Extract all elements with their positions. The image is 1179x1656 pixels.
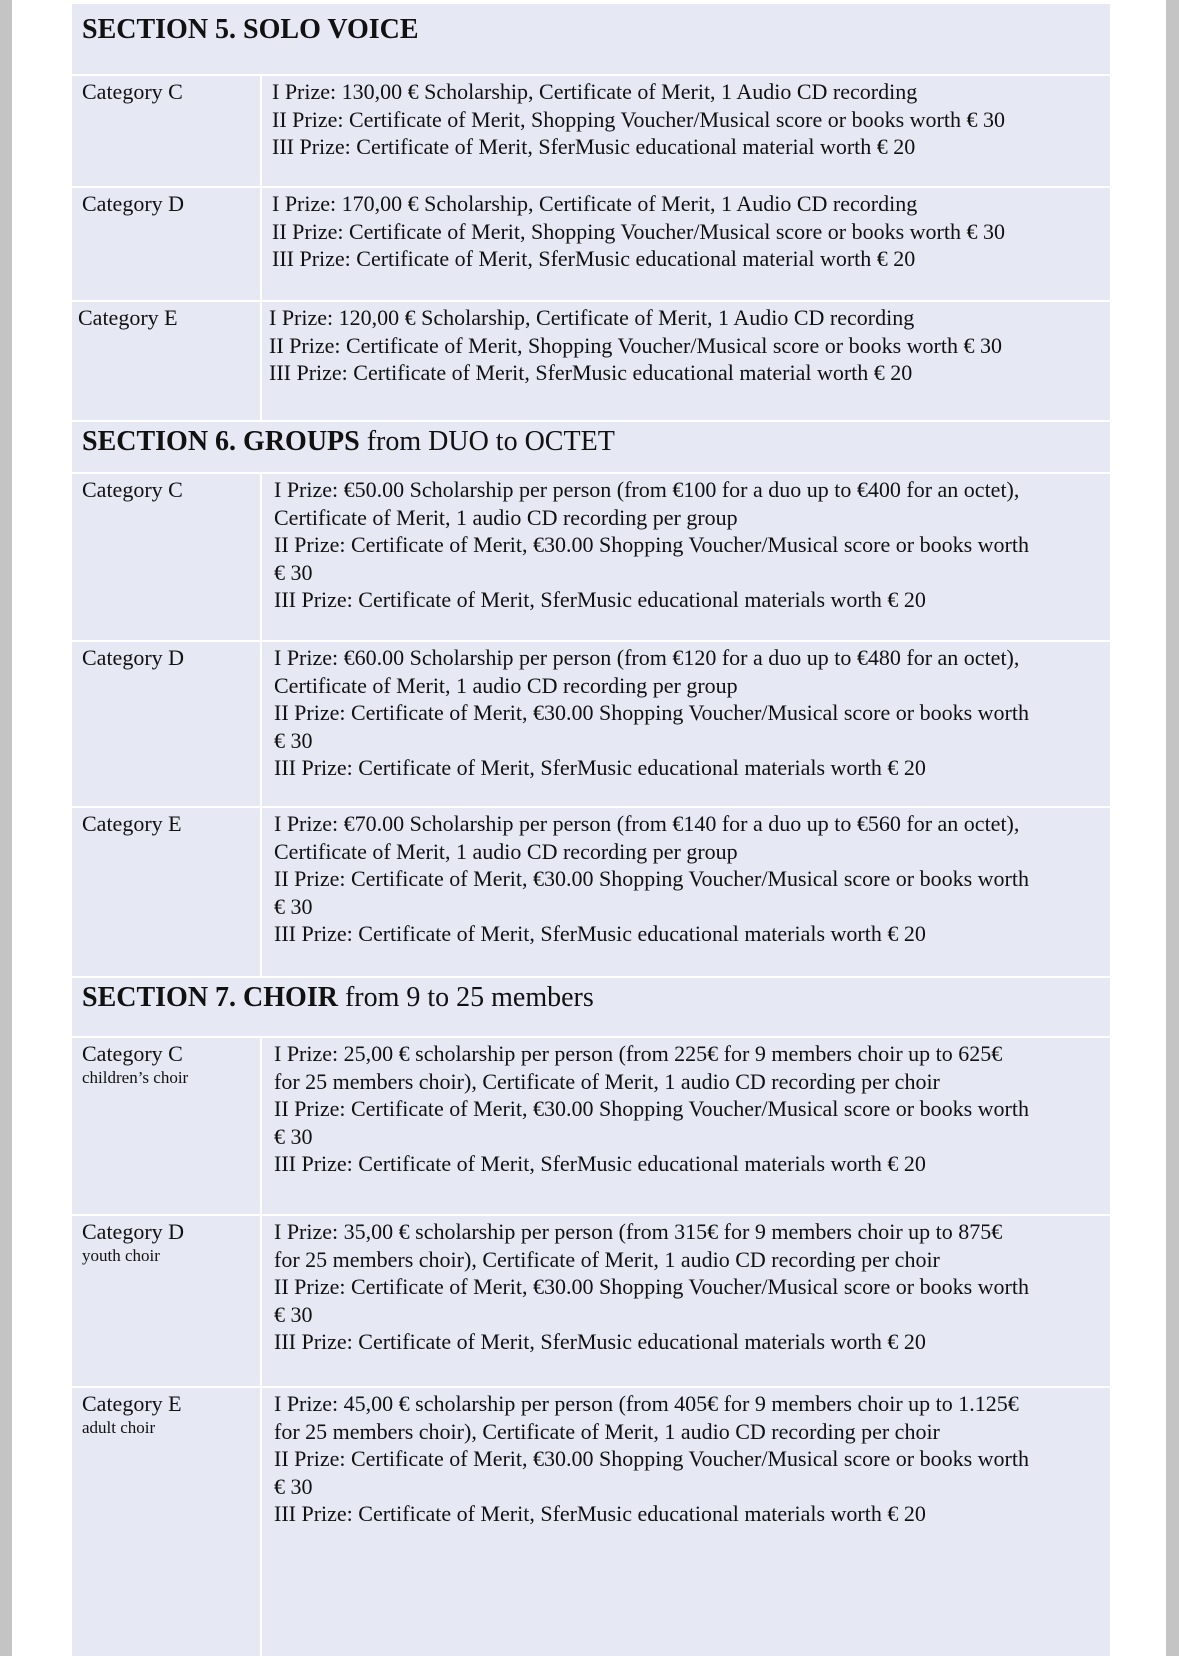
prize-list (274, 476, 1100, 614)
prize-line: II Prize: Certificate of Merit, Shopping Voucher/Musical score or books worth € 30 (272, 218, 1005, 244)
section-title: SECTION 5. SOLO VOICE (82, 14, 419, 45)
prize-list (274, 1040, 1100, 1178)
section-subtitle: from DUO to OCTET (359, 426, 615, 457)
prize-line: I Prize: €60.00 Scholarship per person (from €120 for a duo up to €480 for an octet), (274, 645, 1020, 670)
prize-line: I Prize: €70.00 Scholarship per person (from €140 for a duo up to €560 for an octet), (274, 811, 1020, 836)
prize-line: for 25 members choir), Certificate of Merit, 1 audio CD recording per choir (274, 1418, 940, 1444)
prize-line: € 30 (274, 1301, 313, 1327)
prize-line: Certificate of Merit, 1 audio CD recording per group (274, 504, 738, 530)
prize-list (274, 1390, 1100, 1528)
prize-line: II Prize: Certificate of Merit, €30.00 Shopping Voucher/Musical score or books worth (274, 532, 1029, 558)
prize-line: € 30 (274, 1473, 313, 1499)
prize-line: II Prize: Certificate of Merit, €30.00 Shopping Voucher/Musical score or books worth (274, 1446, 1029, 1472)
prize-line: € 30 (274, 559, 313, 585)
category-row (72, 1388, 1110, 1656)
section-title: SECTION 6. GROUPS (82, 426, 360, 457)
prize-line: III Prize: Certificate of Merit, SferMusic educational materials worth € 20 (274, 755, 926, 781)
section-header (72, 4, 1110, 74)
prize-line: III Prize: Certificate of Merit, SferMusic educational materials worth € 20 (274, 921, 926, 947)
prize-line: III Prize: Certificate of Merit, SferMusic educational materials worth € 20 (274, 1501, 926, 1527)
category-name: Category E (82, 811, 182, 836)
prize-list (272, 190, 1100, 273)
prize-line: II Prize: Certificate of Merit, €30.00 Shopping Voucher/Musical score or books worth (274, 700, 1029, 726)
prize-list (274, 810, 1100, 948)
prize-line: for 25 members choir), Certificate of Merit, 1 audio CD recording per choir (274, 1246, 940, 1272)
prize-list (274, 644, 1100, 782)
prize-line: III Prize: Certificate of Merit, SferMusic educational material worth € 20 (272, 246, 916, 272)
category-subtitle: adult choir (82, 1418, 156, 1437)
prize-line: I Prize: 120,00 € Scholarship, Certificate of Merit, 1 Audio CD recording (269, 305, 915, 330)
section-header (72, 978, 1110, 1036)
category-subtitle: youth choir (82, 1246, 160, 1265)
section-subtitle: from 9 to 25 members (337, 982, 594, 1013)
category-row (72, 76, 1110, 186)
prize-list (274, 1218, 1100, 1356)
prize-line: II Prize: Certificate of Merit, €30.00 Shopping Voucher/Musical score or books worth (274, 1274, 1029, 1300)
category-name: Category E (82, 1391, 182, 1416)
category-row (72, 808, 1110, 976)
category-row (72, 474, 1110, 640)
category-row (72, 1216, 1110, 1386)
prize-line: € 30 (274, 893, 313, 919)
prize-line: I Prize: 25,00 € scholarship per person (from 225€ for 9 members choir up to 625€ (274, 1041, 1003, 1066)
prize-line: III Prize: Certificate of Merit, SferMusic educational materials worth € 20 (274, 1329, 926, 1355)
category-row (72, 302, 1110, 420)
prize-line: II Prize: Certificate of Merit, Shopping Voucher/Musical score or books worth € 30 (272, 106, 1005, 132)
category-name: Category D (82, 1219, 185, 1244)
category-row (72, 642, 1110, 806)
prize-line: III Prize: Certificate of Merit, SferMusic educational material worth € 20 (272, 134, 916, 160)
prize-line: II Prize: Certificate of Merit, €30.00 Shopping Voucher/Musical score or books worth (274, 866, 1029, 892)
category-name: Category C (82, 477, 183, 502)
prize-line: I Prize: 130,00 € Scholarship, Certificate of Merit, 1 Audio CD recording (272, 79, 918, 104)
category-name: Category E (78, 305, 178, 330)
category-row (72, 1038, 1110, 1214)
prize-line: € 30 (274, 727, 313, 753)
document-page (12, 0, 1166, 1656)
prize-line: € 30 (274, 1123, 313, 1149)
prize-list (269, 304, 1100, 387)
category-name: Category C (82, 79, 183, 104)
category-row (72, 188, 1110, 300)
prize-line: Certificate of Merit, 1 audio CD recording per group (274, 672, 738, 698)
prize-line: II Prize: Certificate of Merit, €30.00 Shopping Voucher/Musical score or books worth (274, 1096, 1029, 1122)
category-name: Category C (82, 1041, 183, 1066)
prize-line: II Prize: Certificate of Merit, Shopping Voucher/Musical score or books worth € 30 (269, 332, 1002, 358)
prize-line: III Prize: Certificate of Merit, SferMusic educational materials worth € 20 (274, 1151, 926, 1177)
prize-line: III Prize: Certificate of Merit, SferMusic educational material worth € 20 (269, 360, 913, 386)
category-name: Category D (82, 191, 185, 216)
prize-line: III Prize: Certificate of Merit, SferMusic educational materials worth € 20 (274, 587, 926, 613)
prize-line: for 25 members choir), Certificate of Merit, 1 audio CD recording per choir (274, 1068, 940, 1094)
category-name: Category D (82, 645, 185, 670)
section-title: SECTION 7. CHOIR (82, 982, 338, 1013)
prize-line: I Prize: €50.00 Scholarship per person (from €100 for a duo up to €400 for an octet), (274, 477, 1020, 502)
prize-line: I Prize: 170,00 € Scholarship, Certificate of Merit, 1 Audio CD recording (272, 191, 918, 216)
prize-line: Certificate of Merit, 1 audio CD recording per group (274, 838, 738, 864)
section-header (72, 422, 1110, 472)
prize-line: I Prize: 35,00 € scholarship per person (from 315€ for 9 members choir up to 875€ (274, 1219, 1003, 1244)
category-subtitle: children’s choir (82, 1068, 189, 1087)
prize-line: I Prize: 45,00 € scholarship per person (from 405€ for 9 members choir up to 1.125€ (274, 1391, 1019, 1416)
prize-list (272, 78, 1100, 161)
